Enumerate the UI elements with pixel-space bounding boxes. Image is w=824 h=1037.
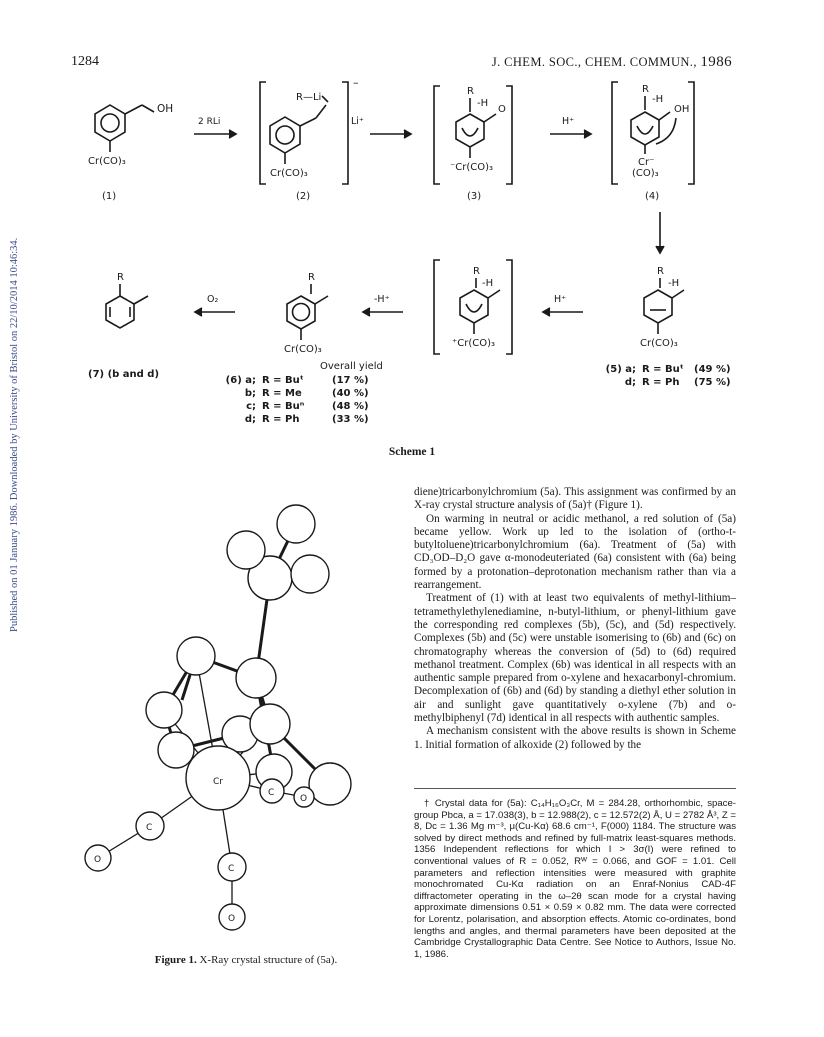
compound-label-2: (2)	[296, 191, 311, 202]
compound-4-structure	[612, 82, 694, 184]
reagent-minus-hplus: -H⁺	[374, 294, 390, 305]
product-5-table	[606, 364, 731, 388]
compound-6-structure	[284, 272, 328, 355]
product-5-row-yield: (49 %)	[694, 364, 731, 375]
body-text-column	[414, 486, 736, 752]
figure-caption-text: X-Ray crystal structure of (5a).	[199, 954, 338, 966]
atom-label-o2: O	[300, 794, 308, 804]
svg-text:-H: -H	[482, 278, 494, 289]
cation-intermediate-structure	[434, 260, 512, 354]
overall-yield-label: Overall yield	[320, 361, 383, 372]
reagent-hplus-2: H⁺	[554, 294, 567, 305]
crco3-label: Cr(CO)₃	[88, 156, 126, 167]
svg-text:⁺Cr(CO)₃: ⁺Cr(CO)₃	[452, 338, 496, 349]
scheme-caption: Scheme 1	[388, 446, 436, 458]
compound-label-4: (4)	[645, 191, 660, 202]
product-6-row-yield: (40 %)	[332, 388, 369, 399]
product-6-row-id: b;	[244, 388, 256, 399]
reagent-2rli: 2 RLi	[198, 117, 221, 127]
journal-header	[492, 54, 732, 71]
rli-label: R—Li	[296, 92, 322, 103]
product-5-row-r: R = Ph	[642, 377, 680, 388]
journal-name: J. CHEM. SOC., CHEM. COMMUN.,	[491, 55, 697, 69]
svg-text:R: R	[657, 266, 664, 277]
svg-text:–: –	[353, 76, 359, 89]
paragraph-3: Treatment of (1) with at least two equivalents of methyl-lithium–tetramethylethylenediamine, n-butyl-lithium, or phenyl-lithium gave the corresponding red complexes (5b), (5c), and (5d) respectively. Complexes (5b) and (5c) were unstable isomerising to (6b) and (6c) on chromatography whereas the conversion of (5d) to (6d) required methanol treatment. Complex (6b) was identical in all respects with an authentic sample prepared from o-xylene and hexacarbonyl-chromium. Decomplexation of (6b) and (6d) by standing a diethyl ether solution in air and sunlight gave quantitatively o-xylene (7b) and o-methylbiphenyl (7d) identical in all respects with authentic samples.	[414, 592, 736, 725]
product-6-row-yield: (48 %)	[332, 401, 369, 412]
atom-label-c2: C	[268, 788, 275, 798]
footnote-divider	[414, 788, 736, 789]
reagent-o2: O₂	[207, 294, 219, 305]
download-watermark: Published on 01 January 1986. Downloaded by University of Bristol on 22/10/2014 10:46:34.	[9, 237, 20, 632]
atom-label-cr: Cr	[213, 777, 223, 787]
figure-caption-prefix: Figure 1.	[154, 954, 197, 966]
product-6-row-r: R = Ph	[262, 414, 300, 425]
svg-text:Cr(CO)₃: Cr(CO)₃	[640, 338, 678, 349]
svg-text:Cr⁻: Cr⁻	[638, 157, 655, 168]
compound-3-structure	[434, 86, 512, 184]
compound-5-structure	[640, 266, 684, 349]
compound-label-7: (7) (b and d)	[88, 369, 160, 380]
product-5-row-r: R = Buᵗ	[642, 364, 684, 375]
crystal-data-footnote	[414, 798, 736, 960]
product-6-row-id: (6) a;	[225, 375, 256, 386]
product-5-row-yield: (75 %)	[694, 377, 731, 388]
figure-caption	[96, 954, 396, 966]
reaction-scheme	[70, 72, 750, 442]
product-6-row-id: d;	[244, 414, 256, 425]
product-6-row-r: R = Me	[262, 388, 302, 399]
atom-label-c3: C	[228, 864, 235, 874]
compound-label-1: (1)	[102, 191, 117, 202]
product-5-row-id: d;	[624, 377, 636, 388]
svg-text:(CO)₃: (CO)₃	[632, 168, 659, 179]
svg-text:Cr(CO)₃: Cr(CO)₃	[284, 344, 322, 355]
compound-2-structure	[260, 76, 364, 184]
reagent-hplus-1: H⁺	[562, 116, 575, 127]
product-6-row-r: R = Buᵗ	[262, 375, 304, 386]
crystal-structure-figure	[78, 488, 398, 948]
paragraph-4: A mechanism consistent with the above results is shown in Scheme 1. Initial formation of alkoxide (2) followed by the	[414, 725, 736, 751]
product-6-row-yield: (17 %)	[332, 375, 369, 386]
atom-label-o3: O	[228, 914, 236, 924]
product-6-row-yield: (33 %)	[332, 414, 369, 425]
li-plus-label: Li⁺	[351, 116, 364, 127]
product-5-row-id: (5) a;	[605, 364, 636, 375]
paragraph-2: On warming in neutral or acidic methanol, a red solution of (5a) became yellow. Work up led to the isolation of (ortho-t-butyltoluene)tricarbonylchromium (6a). Treatment of (5a) with CD₃OD–D₂O gave α-monodeuteriated (6a) consistent with (6a) being formed by a protonation–deprotonation mechanism rather than via a rearrangement.	[414, 512, 736, 592]
compound-label-3: (3)	[467, 191, 482, 202]
svg-text:R: R	[117, 272, 124, 283]
svg-text:⁻Cr(CO)₃: ⁻Cr(CO)₃	[450, 162, 494, 173]
oh-label: OH	[157, 103, 174, 115]
svg-text:OH: OH	[674, 104, 690, 115]
svg-text:-H: -H	[668, 278, 680, 289]
atoms	[85, 505, 351, 930]
svg-text:-H: -H	[477, 98, 489, 109]
paragraph-1: diene)tricarbonylchromium (5a). This assignment was confirmed by an X-ray crystal structure analysis of (5a)† (Figure 1).	[414, 486, 736, 512]
svg-text:R: R	[642, 84, 649, 95]
svg-text:R: R	[473, 266, 480, 277]
product-6-table	[226, 375, 369, 425]
page-number: 1284	[71, 54, 99, 69]
product-6-row-r: R = Buⁿ	[262, 401, 305, 412]
atom-label-c1: C	[146, 823, 153, 833]
svg-text:R: R	[308, 272, 315, 283]
svg-text:O: O	[498, 104, 506, 115]
atom-label-o1: O	[94, 855, 102, 865]
compound-7-structure	[106, 272, 148, 328]
product-6-row-id: c;	[246, 401, 256, 412]
journal-year: 1986	[700, 54, 732, 70]
compound-1-structure	[88, 103, 173, 167]
svg-text:R: R	[467, 86, 474, 97]
footnote-text: † Crystal data for (5a): C₁₄H₁₆O₃Cr, M = 284.28, orthorhombic, space-group Pbca, a = 17.038(3), b = 12.988(2), c = 12.572(2) Å, U = 2782 Å³, Z = 8, Dᴄ = 1.36 Mg m⁻³, μ(Cu-Kα) 68.6 cm⁻¹, F(000) 1184. The structure was solved by direct methods and refined by full-matrix least-squares methods. 1356 Independent reflections for which I > 3σ(I) were refined to conventional values of R = 0.052, Rᵂ = 0.066, and GOF = 1.01. Cell parameters and reflection intensities were measured with graphite monochromated Cu-Kα radiation on an Enraf-Nonius CAD-4F diffractometer operating in the ω–2θ scan mode for a crystal having approximate dimensions 0.51 × 0.59 × 0.82 mm. The data were corrected for Lorentz, polarisation, and absorption effects. Atomic co-ordinates, bond lengths and angles, and thermal parameters have been deposited at the Cambridge Crystallographic Data Centre. See Notice to Authors, Issue No. 1, 1986.	[414, 798, 736, 960]
svg-text:Cr(CO)₃: Cr(CO)₃	[270, 168, 308, 179]
svg-text:-H: -H	[652, 94, 664, 105]
